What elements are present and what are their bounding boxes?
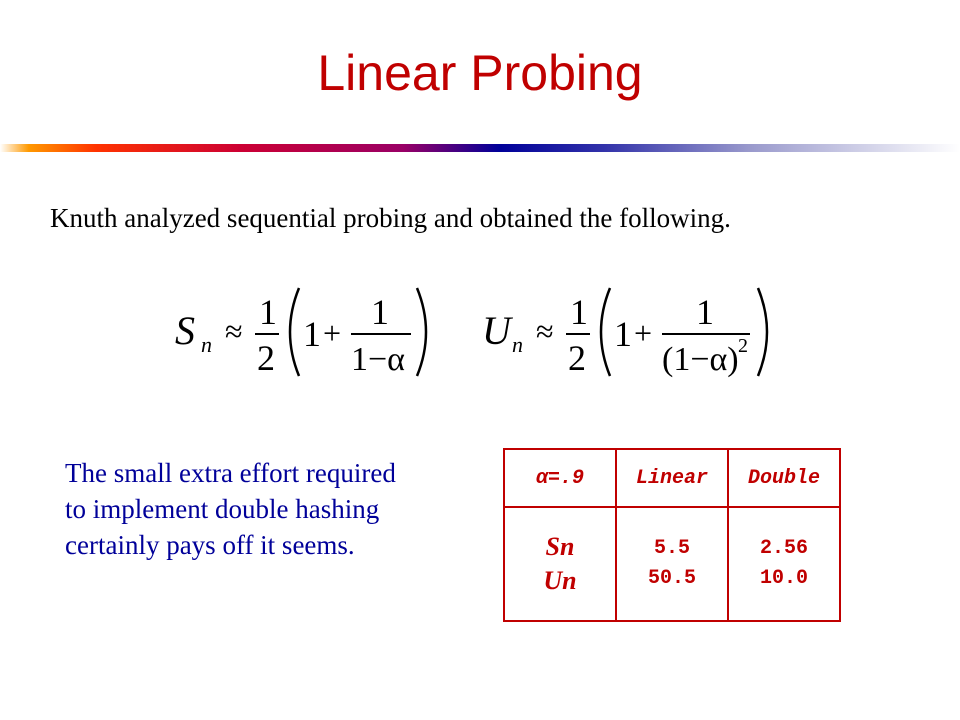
table-column-linear — [615, 450, 727, 620]
intro-text: Knuth analyzed sequential probing and obtained the following. — [50, 203, 731, 233]
title-divider-bar — [0, 144, 960, 152]
table-double-values — [729, 508, 839, 620]
formula-s-lhs: S — [175, 308, 195, 353]
formula-s-plus: + — [323, 315, 342, 351]
formula-u-half-den: 2 — [568, 338, 586, 378]
formula-u-one: 1 — [614, 314, 632, 354]
formula-s-lhs-sub: n — [201, 332, 212, 357]
note-line: The small extra effort required — [65, 458, 396, 488]
formula-s-inner-num: 1 — [371, 292, 389, 332]
formula-u-lhs-sub: n — [512, 332, 523, 357]
formula-u-n — [482, 282, 782, 382]
formula-u-inner-den-exp: 2 — [738, 335, 748, 357]
formula-u-inner-den: (1−α) — [662, 341, 739, 378]
linear-un-value: 50.5 — [647, 567, 696, 590]
table-column-double — [727, 450, 839, 620]
double-sn-value: 2.56 — [759, 537, 808, 560]
slide-title: Linear Probing — [317, 45, 643, 101]
note-line: to implement double hashing — [65, 494, 380, 524]
formula-u-lhs: U — [482, 308, 511, 353]
table-linear-values — [617, 508, 727, 620]
table-row-labels — [505, 508, 615, 620]
formula-s-n — [175, 282, 435, 382]
table-column-alpha — [505, 450, 615, 620]
row-label-sn: Sn — [545, 532, 575, 561]
formula-u-left-paren — [601, 288, 610, 376]
formula-u-half-num: 1 — [570, 292, 588, 332]
formula-s-one: 1 — [303, 314, 321, 354]
formula-s-half-num: 1 — [259, 292, 277, 332]
table-header-double: Double — [729, 450, 839, 508]
linear-sn-value: 5.5 — [653, 537, 690, 560]
comparison-table — [503, 448, 841, 622]
formula-s-approx: ≈ — [225, 313, 243, 349]
table-header-alpha: α=.9 — [505, 450, 615, 508]
formula-s-left-paren — [290, 288, 299, 376]
note-text — [65, 455, 485, 563]
formula-u-inner-num: 1 — [696, 292, 714, 332]
table-header-linear: Linear — [617, 450, 727, 508]
formula-u-right-paren — [758, 288, 767, 376]
row-label-un: Un — [543, 566, 577, 595]
formula-s-right-paren — [417, 288, 426, 376]
formula-u-plus: + — [634, 315, 653, 351]
formula-s-inner-den: 1−α — [351, 341, 405, 378]
formula-u-approx: ≈ — [536, 313, 554, 349]
formula-s-half-den: 2 — [257, 338, 275, 378]
note-line: certainly pays off it seems. — [65, 530, 355, 560]
double-un-value: 10.0 — [759, 567, 808, 590]
